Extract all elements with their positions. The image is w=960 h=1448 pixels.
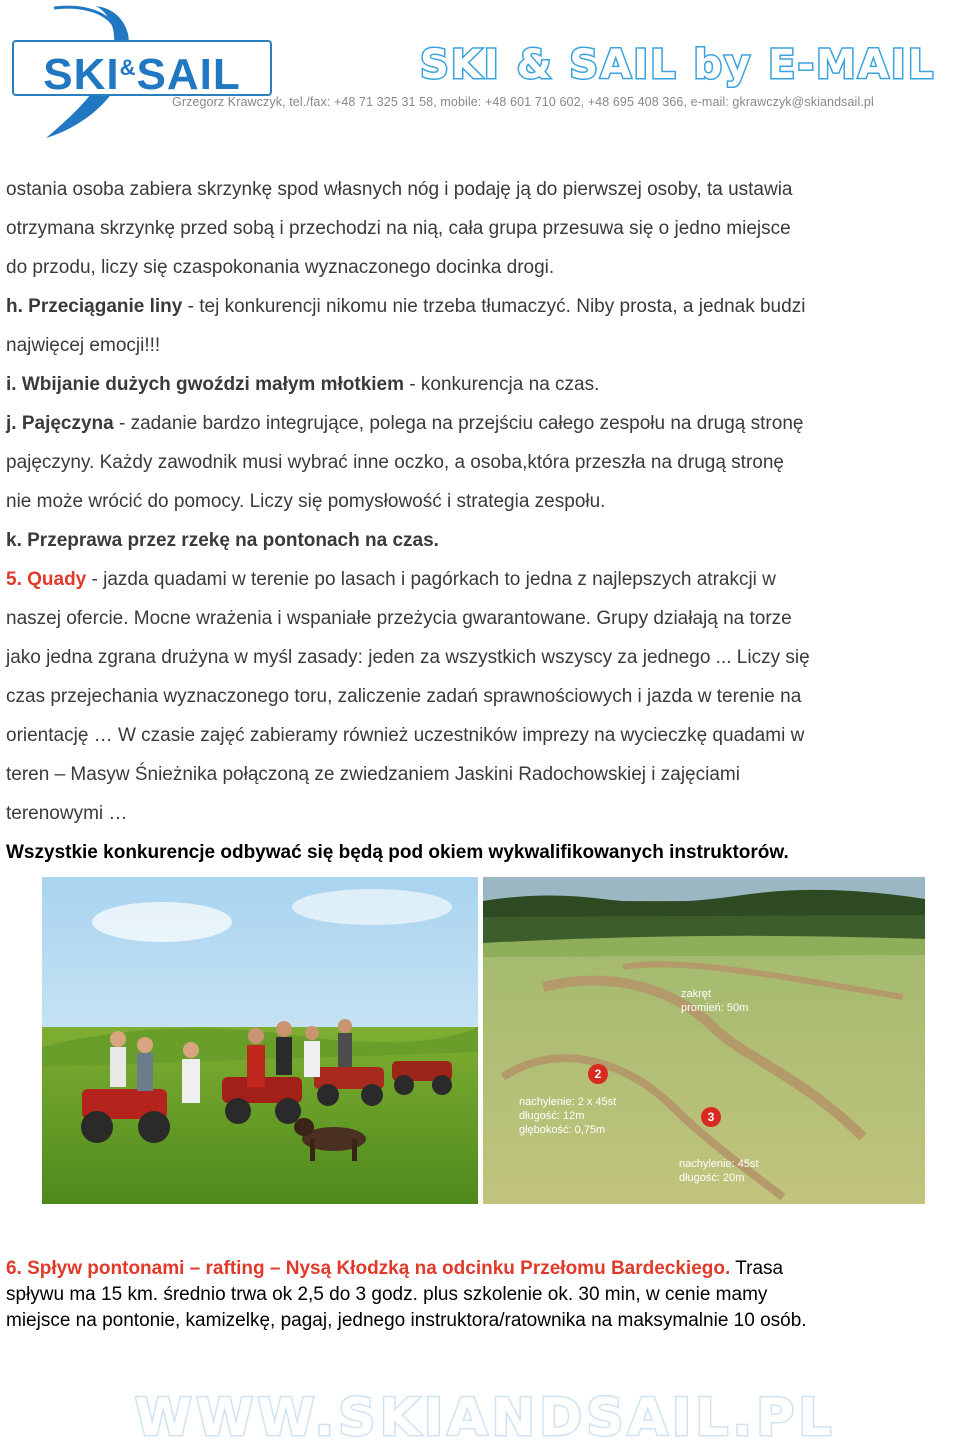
photo-quad-track-aerial (483, 877, 925, 1204)
item-j (6, 404, 956, 443)
main-content (6, 170, 956, 872)
photo-group-with-quads (42, 877, 478, 1204)
track-marker-3 (701, 1107, 721, 1127)
rafting-heading-line (6, 1256, 956, 1282)
section-rafting (6, 1256, 956, 1334)
rafting-title-rest: Trasa (730, 1258, 784, 1279)
item-h-text: - tej konkurencji nikomu nie trzeba tłumaczyć. Niby prosta, a jednak budzi (182, 296, 806, 317)
svg-text:zakręt: zakręt (681, 988, 711, 1000)
item-i-title: i. Wbijanie dużych gwoździ małym młotkiem (6, 374, 405, 395)
quads-photo-illustration (42, 877, 478, 1204)
rafting-title: 6. Spływ pontonami – rafting – Nysą Kłodzką na odcinku Przełomu Bardeckiego. (6, 1258, 731, 1279)
svg-text:długość: 20m: długość: 20m (679, 1172, 745, 1184)
svg-text:3: 3 (707, 1110, 715, 1124)
brand-logo: SKI&SAIL (43, 50, 241, 99)
paragraph-line: otrzymana skrzynkę przed sobą i przechodzi na nią, cała grupa przesuwa się o jedno miejsce (6, 218, 791, 239)
paragraph-line: nie może wrócić do pomocy. Liczy się pomysłowość i strategia zespołu. (6, 491, 606, 512)
paragraph-line: czas przejechania wyznaczonego toru, zaliczenie zadań sprawnościowych i jazda w terenie na (6, 686, 802, 707)
svg-text:nachylenie: 45st: nachylenie: 45st (679, 1158, 759, 1170)
paragraph-line: do przodu, liczy się czaspokonania wyznaczonego docinka drogi. (6, 257, 555, 278)
paragraph-line: jako jedna zgrana drużyna w myśl zasady: jeden za wszystkich wszyscy za jednego ... Liczy się (6, 647, 810, 668)
item-j-title: j. Pajęczyna (6, 413, 114, 434)
item-h (6, 287, 956, 326)
svg-text:nachylenie: 2 x 45st: nachylenie: 2 x 45st (519, 1096, 617, 1108)
quady-text: - jazda quadami w terenie po lasach i pagórkach to jedna z najlepszych atrakcji w (86, 569, 776, 590)
section-number: 5. (6, 569, 28, 590)
item-i (6, 365, 956, 404)
paragraph-line: naszej ofercie. Mocne wrażenia i wspaniałe przeżycia gwarantowane. Grupy działają na torze (6, 608, 792, 629)
paragraph-line: orientację … W czasie zajęć zabieramy również uczestników imprezy na wycieczkę quadami w (6, 725, 805, 746)
footer-website-url: WWW.SKIANDSAIL.PL (134, 1388, 836, 1448)
track-photo-illustration (483, 877, 925, 1204)
header-title: SKI & SAIL by E-MAIL (420, 42, 936, 88)
paragraph-line: spływu ma 15 km. średnio trwa ok 2,5 do 3 godz. plus szkolenie ok. 30 min, w cenie mamy (6, 1284, 768, 1305)
quady-title: Quady (27, 569, 87, 590)
svg-text:długość: 12m: długość: 12m (519, 1110, 585, 1122)
paragraph-line: terenowymi … (6, 803, 128, 824)
item-j-text: - zadanie bardzo integrujące, polega na przejściu całego zespołu na drugą stronę (113, 413, 804, 434)
svg-text:głębokość: 0,75m: głębokość: 0,75m (519, 1124, 606, 1136)
quady-heading-line (6, 560, 956, 599)
track-marker-2 (588, 1064, 608, 1084)
item-h-title: h. Przeciąganie liny (6, 296, 183, 317)
paragraph-line: ostania osoba zabiera skrzynkę spod własnych nóg i podaję ją do pierwszej osoby, ta ustawia (6, 179, 793, 200)
paragraph-line: teren – Masyw Śnieżnika połączoną ze zwiedzaniem Jaskini Radochowskiej i zajęciami (6, 764, 740, 785)
closing-statement: Wszystkie konkurencje odbywać się będą pod okiem wykwalifikowanych instruktorów. (6, 842, 789, 863)
header-contact-info: Grzegorz Krawczyk, tel./fax: +48 71 325 31 58, mobile: +48 601 710 602, +48 695 408 366, e-mail: gkrawczyk@skiandsail.pl (172, 95, 874, 109)
item-i-text: - konkurencja na czas. (404, 374, 600, 395)
svg-text:2: 2 (594, 1067, 602, 1081)
paragraph-line: najwięcej emocji!!! (6, 335, 161, 356)
item-k: k. Przeprawa przez rzekę na pontonach na czas. (6, 530, 439, 551)
svg-text:promień: 50m: promień: 50m (681, 1002, 749, 1014)
paragraph-line: miejsce na pontonie, kamizelkę, pagaj, jednego instruktora/ratownika na maksymalnie 10 osób. (6, 1310, 807, 1331)
paragraph-line: pajęczyny. Każdy zawodnik musi wybrać inne oczko, a osoba,która przeszła na drugą stronę (6, 452, 784, 473)
page-header (0, 0, 960, 140)
